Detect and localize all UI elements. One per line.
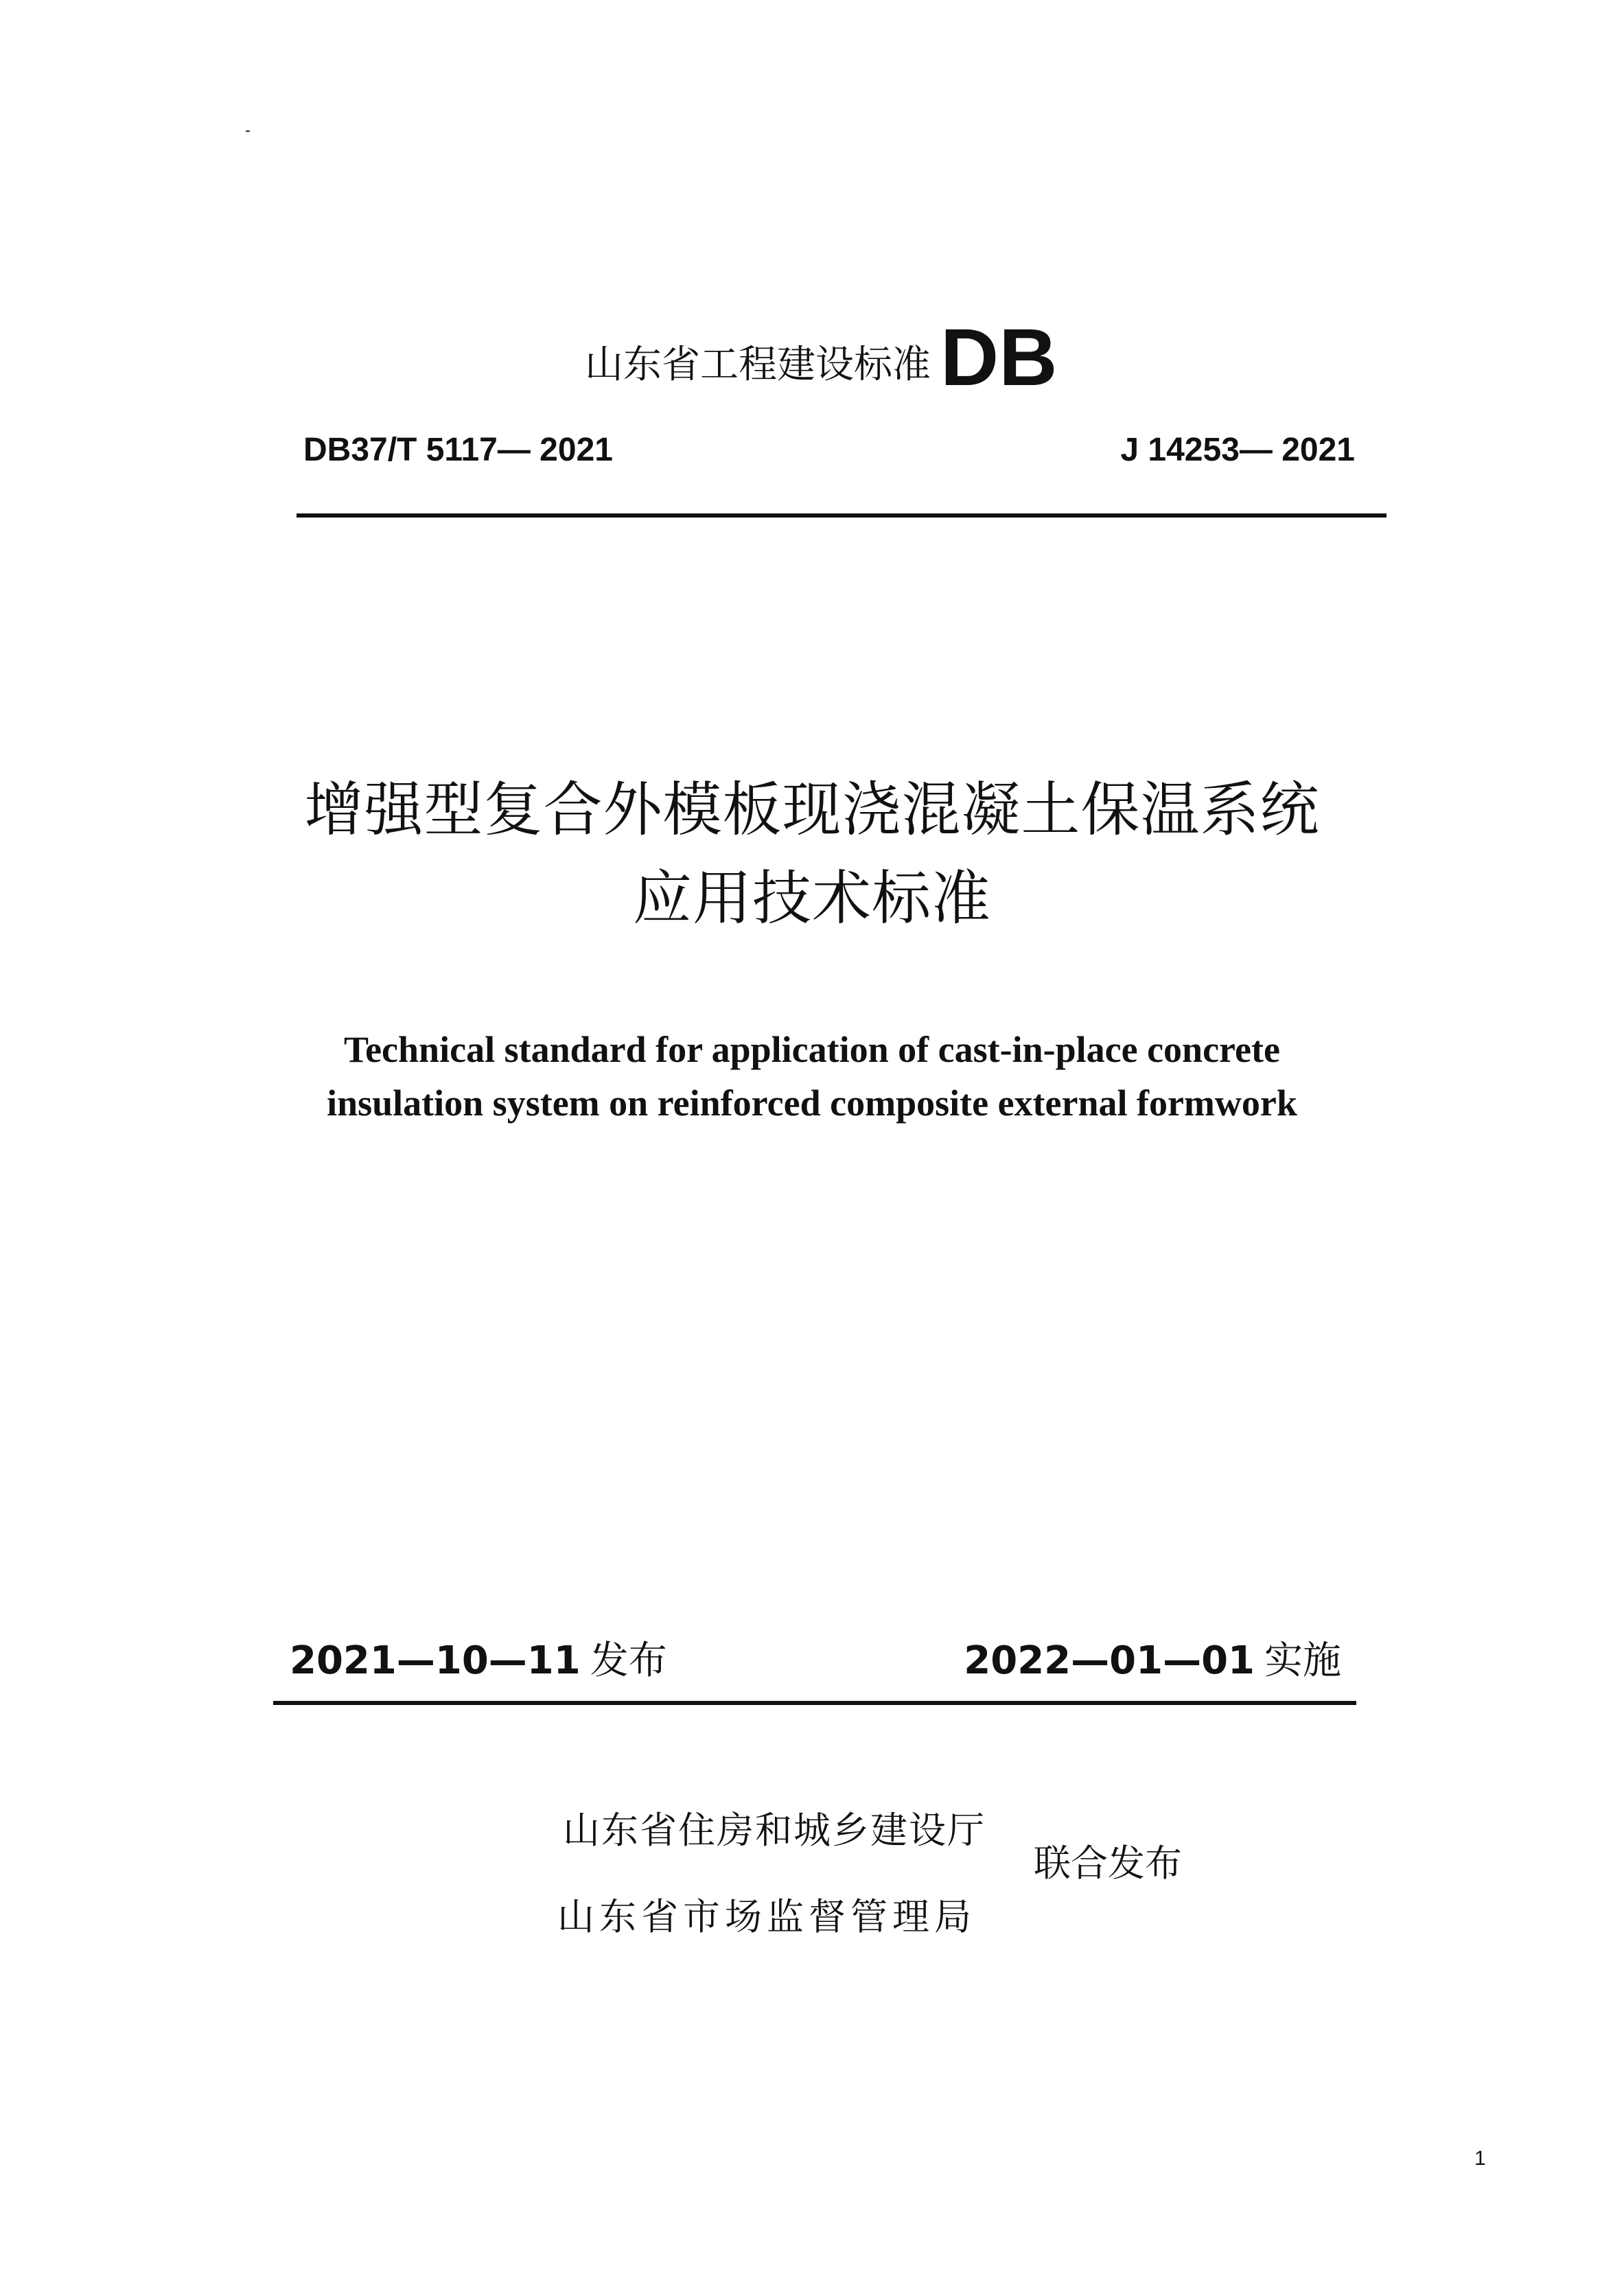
issuer-housing-dept: 山东省住房和城乡建设厅 bbox=[563, 1809, 986, 1852]
issuer-market-bureau: 山东省市场监督管理局 bbox=[557, 1895, 976, 1938]
filing-code: J 14253— 2021 bbox=[1120, 432, 1355, 468]
title-en-line1: Technical standard for application of cast-in-place concrete bbox=[344, 1029, 1280, 1070]
issue-date-block bbox=[290, 1638, 667, 1683]
effective-date-block bbox=[964, 1638, 1341, 1683]
corner-mark: - bbox=[245, 122, 251, 139]
joint-issue-label: 联合发布 bbox=[1034, 1842, 1182, 1885]
issue-label: 发布 bbox=[590, 1638, 667, 1683]
standard-code: DB37/T 5117— 2021 bbox=[303, 432, 613, 468]
standard-series-label: 山东省工程建设标准 bbox=[585, 343, 931, 387]
top-divider bbox=[297, 513, 1387, 518]
standard-mark: DB bbox=[940, 312, 1058, 403]
title-cn-line2: 应用技术标准 bbox=[633, 864, 991, 933]
effective-date: 2022—01—01 bbox=[964, 1638, 1255, 1683]
title-cn-line1: 增强型复合外模板现浇混凝土保温系统 bbox=[304, 776, 1320, 844]
bottom-divider bbox=[273, 1701, 1356, 1705]
issue-date: 2021—10—11 bbox=[290, 1638, 581, 1683]
effective-label: 实施 bbox=[1264, 1638, 1341, 1683]
standard-header bbox=[585, 288, 1058, 403]
page-number: 1 bbox=[1474, 2147, 1486, 2170]
title-en-line2: insulation system on reinforced composite external formwork bbox=[327, 1082, 1297, 1124]
